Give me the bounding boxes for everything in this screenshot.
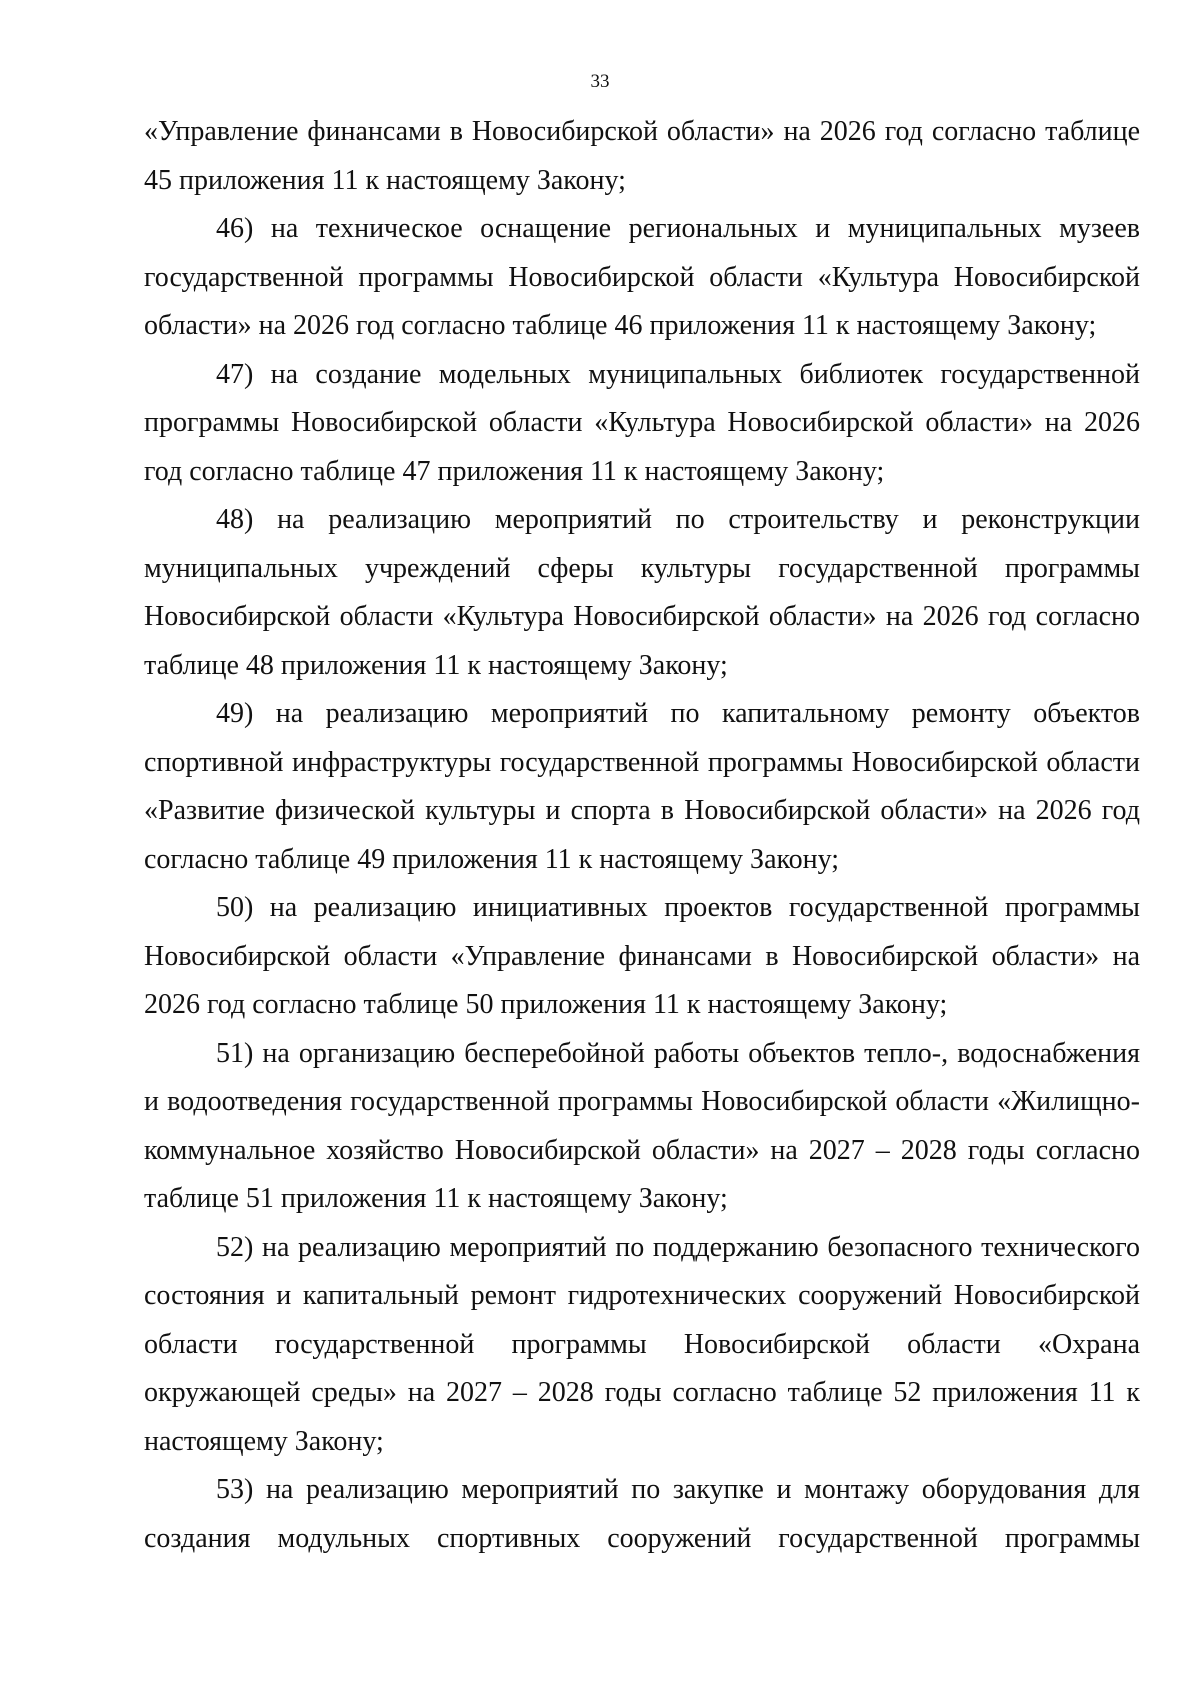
paragraph-53: 53) на реализацию мероприятий по закупке и монтажу оборудования для создания модульных спортивных сооружений государственной программы <box>144 1474 1140 1554</box>
paragraph-45-continuation: «Управление финансами в Новосибирской области» на 2026 год согласно таблице 45 приложения 11 к настоящему Закону; <box>144 116 1140 196</box>
document-body <box>144 108 1140 1563</box>
paragraph-50: 50) на реализацию инициативных проектов государственной программы Новосибирской области «Управление финансами в Новосибирской области» на 2026 год согласно таблице 50 приложения 11 к настоящему Закону; <box>144 892 1140 1020</box>
paragraph-51: 51) на организацию бесперебойной работы объектов тепло-, водоснабжения и водоотведения государственной программы Новосибирской области «Жилищно-коммунальное хозяйство Новосибирской области» на 2027 – 2028 годы согласно таблице 51 приложения 11 к настоящему Закону; <box>144 1037 1140 1214</box>
paragraph-52: 52) на реализацию мероприятий по поддержанию безопасного технического состояния и капитальный ремонт гидротехнических сооружений Новосибирской области государственной программы Новосибирской области «Охрана окружающей среды» на 2027 – 2028 годы согласно таблице 52 приложения 11 к настоящему Закону; <box>144 1231 1140 1457</box>
paragraph-48: 48) на реализацию мероприятий по строительству и реконструкции муниципальных учреждений сферы культуры государственной программы Новосибирской области «Культура Новосибирской области» на 2026 год согласно таблице 48 приложения 11 к настоящему Закону; <box>144 504 1140 681</box>
paragraph-49: 49) на реализацию мероприятий по капитальному ремонту объектов спортивной инфраструктуры государственной программы Новосибирской области «Развитие физической культуры и спорта в Новосибирской области» на 2026 год согласно таблице 49 приложения 11 к настоящему Закону; <box>144 698 1140 875</box>
paragraph-46: 46) на техническое оснащение региональных и муниципальных музеев государственной программы Новосибирской области «Культура Новосибирской области» на 2026 год согласно таблице 46 приложения 11 к настоящему Закону; <box>144 213 1140 341</box>
page-number: 33 <box>590 71 610 92</box>
paragraph-47: 47) на создание модельных муниципальных библиотек государственной программы Новосибирской области «Культура Новосибирской области» на 2026 год согласно таблице 47 приложения 11 к настоящему Закону; <box>144 358 1140 487</box>
